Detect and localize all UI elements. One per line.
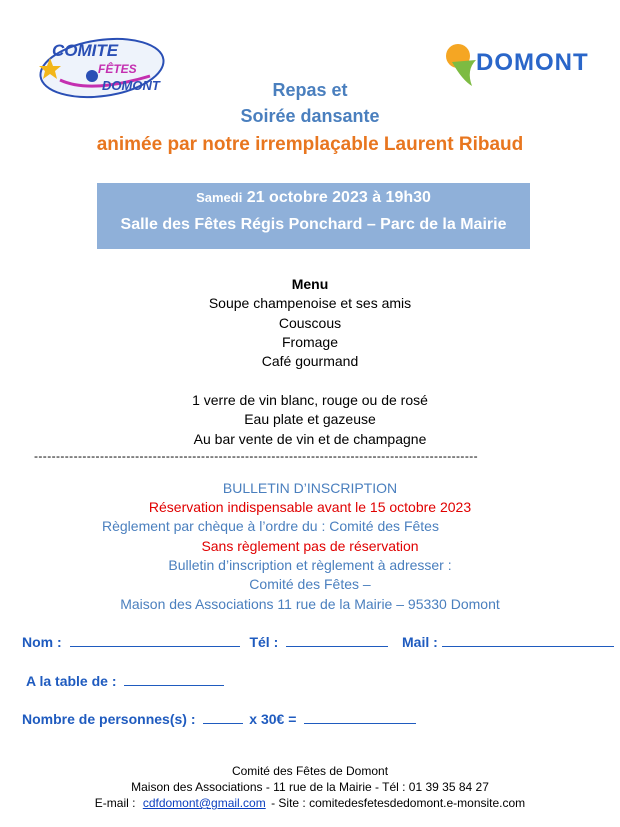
menu-item: Café gourmand xyxy=(261,353,359,369)
bulletin-reservation: Réservation indispensable avant le 15 octobre 2023 xyxy=(148,499,472,515)
persons-label: Nombre de personnes(s) : xyxy=(22,711,196,727)
event-banner xyxy=(97,183,530,249)
tel-field[interactable] xyxy=(286,634,388,647)
footer-email-link[interactable]: cdfdomont@gmail.com xyxy=(142,796,266,810)
bulletin-recipient: Comité des Fêtes – xyxy=(249,576,371,592)
mail-field[interactable] xyxy=(442,634,614,647)
tel-label: Tél : xyxy=(249,634,279,650)
nom-field[interactable] xyxy=(70,634,240,647)
footer-site: - Site : comitedesfetesdedomont.e-monsite.com xyxy=(271,796,526,810)
table-label: A la table de : xyxy=(26,673,117,689)
table-field[interactable] xyxy=(124,673,224,686)
bulletin-no-payment: Sans règlement pas de réservation xyxy=(201,538,419,554)
menu-item: Fromage xyxy=(281,334,339,350)
title-line-2: Soirée dansante xyxy=(240,106,380,126)
menu-item: Soupe champenoise et ses amis xyxy=(208,295,412,311)
drink-item: 1 verre de vin blanc, rouge ou de rosé xyxy=(192,392,428,408)
footer-org: Comité des Fêtes de Domont xyxy=(231,764,389,778)
bulletin-address: Maison des Associations 11 rue de la Mairie – 95330 Domont xyxy=(120,596,500,612)
event-date-rest: 21 octobre 2023 à 19h30 xyxy=(246,189,431,206)
form-row-persons xyxy=(22,711,416,727)
bulletin-send-to: Bulletin d’inscription et règlement à adresser : xyxy=(168,557,452,573)
svg-text:FÊTES: FÊTES xyxy=(98,62,137,76)
separator: ----------------------------------------------------------------------------------------------------- xyxy=(34,449,479,463)
event-venue: Salle des Fêtes Régis Ponchard – Parc de la Mairie xyxy=(120,216,507,233)
subtitle: animée par notre irremplaçable Laurent Ribaud xyxy=(96,134,524,155)
footer-address: Maison des Associations - 11 rue de la Mairie - Tél : 01 39 35 84 27 xyxy=(131,780,489,794)
svg-text:COMITE: COMITE xyxy=(52,41,119,60)
footer-email-label: E-mail : xyxy=(94,796,136,810)
price-label: x 30€ = xyxy=(249,711,297,727)
nom-label: Nom : xyxy=(22,634,62,650)
form-row-contact xyxy=(22,634,614,650)
svg-text:DOMONT: DOMONT xyxy=(476,49,589,76)
menu-item: Couscous xyxy=(278,315,342,331)
form-row-table xyxy=(26,673,224,689)
footer-contact xyxy=(0,796,620,810)
bulletin-title: BULLETIN D’INSCRIPTION xyxy=(222,480,398,496)
total-field[interactable] xyxy=(304,711,416,724)
menu-heading: Menu xyxy=(291,276,329,292)
event-date xyxy=(97,189,530,207)
title-line-1: Repas et xyxy=(272,80,348,100)
svg-text:DOMONT: DOMONT xyxy=(102,78,160,93)
bulletin-payment: Règlement par chèque à l’ordre du : Comité des Fêtes xyxy=(102,518,439,534)
persons-field[interactable] xyxy=(203,711,243,724)
mail-label: Mail : xyxy=(402,634,438,650)
event-date-prefix: Samedi xyxy=(196,190,243,205)
drink-item: Eau plate et gazeuse xyxy=(244,411,376,427)
drink-item: Au bar vente de vin et de champagne xyxy=(193,431,427,447)
